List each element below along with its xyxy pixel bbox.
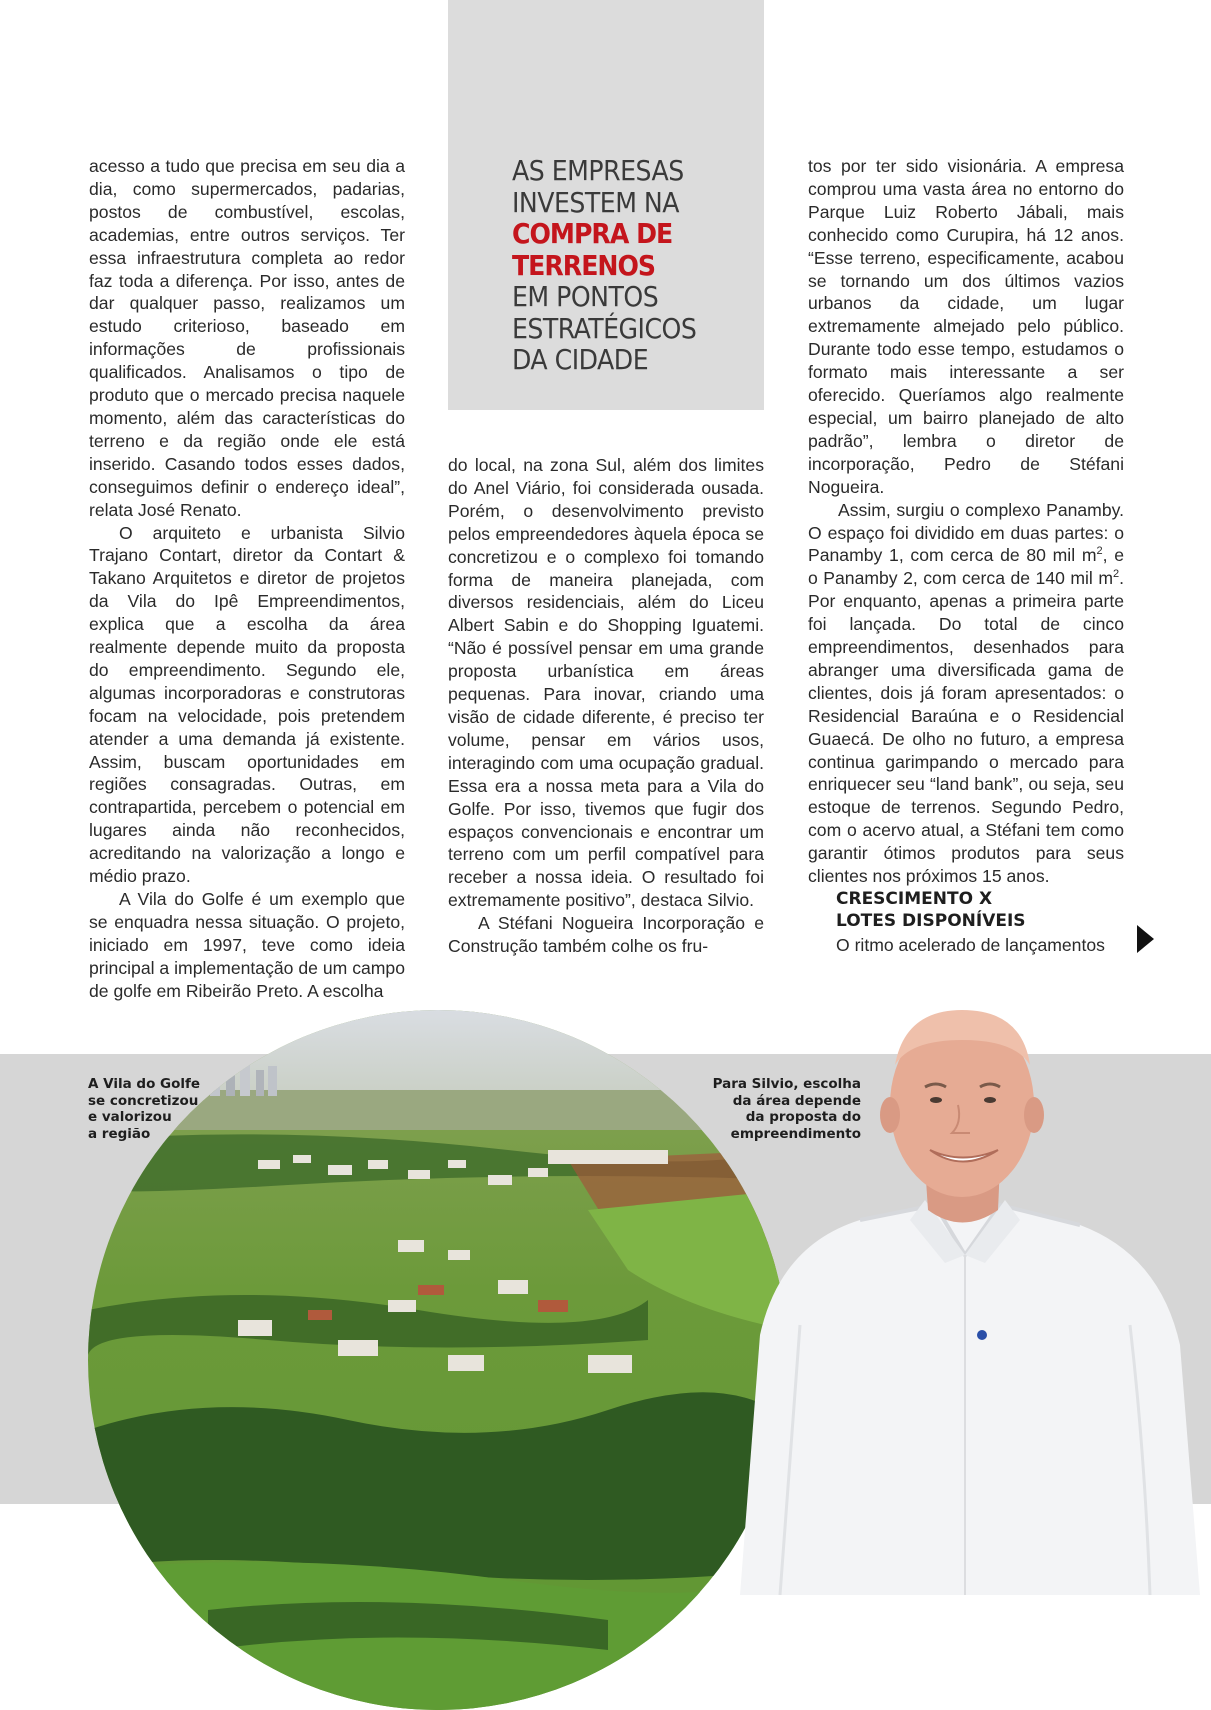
text-run: . Por enquanto, apenas a primeira parte foi lançada. Do total de cinco empreendimentos, desenhados para abranger uma diversificada gama de clientes, dois já foram apresentados: o Residencial Baraúna e o Residencial Guaecá. De olho no futuro, a empresa continua garimpando o mercado para enriquecer seu “land bank”, ou seja, seu estoque de terrenos. Segundo Pedro, com o acervo atual, a Stéfani tem como garantir ótimos produtos para seus clientes nos próximos 15 anos.	[808, 568, 1124, 887]
section-lead: O ritmo acelerado de lançamentos	[836, 935, 1105, 955]
paragraph: O arquiteto e urbanista Silvio Trajano Contart, diretor da Contart & Takano Arquitetos e diretor de projetos da Vila do Ipê Empreendimentos, explica que a escolha da área realmente depende muito da proposta do empreendimento. Segundo ele, algumas incorporadoras e construtoras focam na velocidade, pois pretendem atender a uma demanda já existente. Assim, buscam oportunidades em regiões consagradas. Outras, em contrapartida, percebem o potencial em lugares ainda não reconhecidos, acreditando na valorização a longo e médio prazo.	[89, 522, 405, 887]
section-heading-line: LOTES DISPONÍVEIS	[836, 911, 1026, 931]
caption-line: da área depende	[732, 1092, 861, 1109]
caption-line: empreendimento	[730, 1125, 861, 1142]
text-run: , e o Panamby 2, com cerca de 140 mil m	[808, 545, 1125, 589]
section-heading	[836, 888, 1136, 932]
pullquote-text	[512, 155, 762, 376]
continue-arrow-icon	[1137, 925, 1154, 953]
pullquote-line: ESTRATÉGICOS	[512, 311, 697, 345]
pullquote-line: DA CIDADE	[512, 343, 649, 376]
paragraph	[808, 499, 1124, 888]
pullquote-highlight: TERRENOS	[512, 248, 656, 282]
paragraph: tos por ter sido visionária. A empresa comprou uma vasta área no entorno do Parque Luiz Roberto Jábali, mais conhecido como Curupira, há 12 anos. “Esse terreno, especificamente, acabou se tornando um dos últimos vazios urbanos da cidade, um lugar extremamente almejado pelo público. Durante todo esse tempo, estudamos o formato mais interessante a ser oferecido. Queríamos algo realmente especial, um bairro planejado de alto padrão”, lembra o diretor de incorporação, Pedro de Stéfani Nogueira.	[808, 156, 1124, 497]
caption-line: a região	[88, 1125, 151, 1142]
paragraph: do local, na zona Sul, além dos limites do Anel Viário, foi considerada ousada. Porém, o desenvolvimento previsto pelos empreendedores àquela época se concretizou e o complexo foi tomando forma de maneira planejada, com diversos residenciais, além do Liceu Albert Sabin e do Shopping Iguatemi. “Não é possível pensar em uma grande proposta urbanística em áreas pequenas. Para inovar, criando uma visão de cidade diferente, é preciso ter volume, pensar em vários usos, interagindo com uma ocupação gradual. Essa era a nossa meta para a Vila do Golfe. Por isso, tivemos que fugir dos espaços convencionais e encontrar um terreno com um perfil compatível para receber a nossa ideia. O resultado foi extremamente positivo”, destaca Silvio.	[448, 455, 764, 911]
caption-line: da proposta do	[745, 1109, 861, 1125]
paragraph: A Vila do Golfe é um exemplo que se enquadra nessa situação. O projeto, iniciado em 1997, teve como ideia principal a implementação de um campo de golfe em Ribeirão Preto. A escolha	[89, 889, 405, 1001]
paragraph: A Stéfani Nogueira Incorporação e Construção também colhe os fru-	[448, 913, 764, 957]
pullquote-line: EM PONTOS	[512, 280, 659, 313]
caption-line: A Vila do Golfe	[88, 1076, 201, 1092]
paragraph: acesso a tudo que precisa em seu dia a dia, como supermercados, padarias, postos de combustível, escolas, academias, entre outros serviços. Ter essa infraestrutura completa ao redor faz toda a diferença. Por isso, antes de dar qualquer passo, realizamos um estudo criterioso, baseado em informações de profissionais qualificados. Analisamos o tipo de produto que o mercado precisa naquele momento, além das características do terreno e da região onde ele está inserido. Casando todos esses dados, conseguimos definir o endereço ideal”, relata José Renato.	[89, 156, 405, 520]
article-column-middle	[448, 454, 764, 958]
pullquote-box	[448, 0, 764, 410]
superscript: 2	[1096, 545, 1103, 558]
caption-line: Para Silvio, escolha	[712, 1076, 861, 1092]
photo-caption-left	[88, 1076, 238, 1142]
pullquote-line: INVESTEM NA	[512, 185, 679, 219]
caption-line: e valorizou	[88, 1109, 172, 1125]
article-column-right	[808, 155, 1124, 888]
pullquote-highlight: COMPRA DE	[512, 217, 673, 250]
pullquote-line: AS EMPRESAS	[512, 154, 684, 187]
photo-caption-right	[705, 1076, 861, 1142]
article-column-left	[89, 155, 405, 1003]
text-run: Assim, surgiu o complexo Panamby. O espaço foi dividido em duas partes: o Panamby 1, com cerca de 80 mil m	[808, 499, 1124, 566]
superscript: 2	[1112, 568, 1120, 581]
caption-line: se concretizou	[88, 1092, 199, 1109]
section-heading-line: CRESCIMENTO X	[836, 889, 993, 909]
